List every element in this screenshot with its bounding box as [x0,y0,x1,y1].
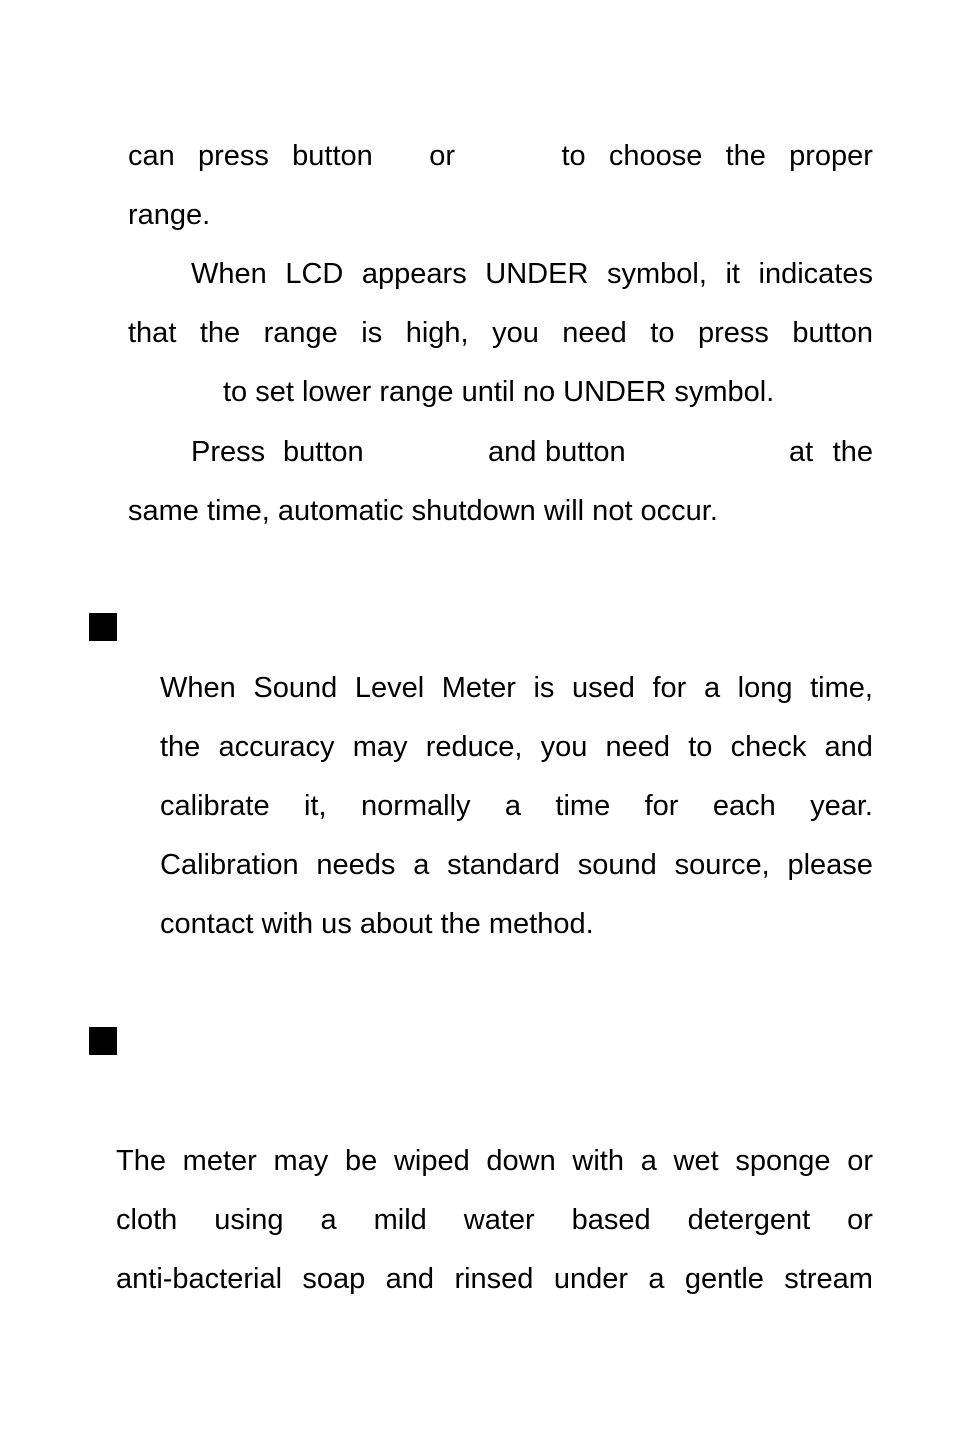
para1-line1 [128,139,873,173]
word: is [533,672,555,704]
word: standard [447,849,560,881]
word: The [116,1145,166,1177]
word: button [545,436,626,468]
word: you [540,731,588,763]
word: gentle [684,1263,764,1295]
word: or [429,140,455,172]
word: high, [405,317,469,349]
word: each [712,790,776,822]
word: and [488,436,537,468]
word: at [789,436,814,468]
word: need [562,317,627,349]
word: under [553,1263,628,1295]
word: anti-bacterial [116,1263,283,1295]
calibration-line3 [160,789,873,823]
word: and [385,1263,435,1295]
para1-line2: range. [128,199,211,231]
word: soap [302,1263,366,1295]
word: with [572,1145,624,1177]
word: accuracy [218,731,335,763]
calibration-line2 [160,730,873,764]
word: a [640,1145,657,1177]
button-image-placeholder [478,139,538,173]
word: detergent [687,1204,811,1236]
word: it, [304,790,327,822]
word: stream [784,1263,873,1295]
word: Level [354,672,425,704]
para2-line2 [128,316,873,350]
word: to [688,731,713,763]
word: range [263,317,338,349]
word: Sound [253,672,338,704]
word: a [648,1263,665,1295]
word: may [273,1145,329,1177]
word: wet [673,1145,719,1177]
word: time, [810,672,873,704]
word: check [730,731,807,763]
word: needs [316,849,396,881]
word: button [792,317,873,349]
word: based [571,1204,651,1236]
word: press [197,140,269,172]
word: press [697,317,769,349]
word: need [605,731,671,763]
word: a [413,849,430,881]
word: for [652,672,687,704]
word: is [361,317,383,349]
word: Meter [441,672,516,704]
para2-line1: When LCD appears UNDER symbol, it indicates [191,258,873,290]
para3-line2: same time, automatic shutdown will not occur. [128,495,718,527]
cleaning-line1 [116,1144,873,1178]
word: button [292,140,373,172]
word: When [160,672,236,704]
para2-line3: to set lower range until no UNDER symbol. [223,376,775,408]
word: choose [608,140,703,172]
word: sound [577,849,657,881]
word: be [344,1145,378,1177]
calibration-line5: contact with us about the method. [160,908,594,940]
word: the [832,436,873,468]
section-bullet-square [89,1027,117,1055]
word: water [463,1204,535,1236]
word: button [283,436,364,468]
word: a [504,790,522,822]
word: rinsed [454,1263,534,1295]
word: wiped [393,1145,470,1177]
word: the [160,731,201,763]
calibration-line4 [160,848,873,882]
word: the [199,317,241,349]
word: can [128,140,175,172]
section-bullet-square [89,613,117,641]
button-image-placeholder [396,139,406,173]
word: time [555,790,611,822]
word: reduce, [425,731,523,763]
word: meter [182,1145,257,1177]
word: down [486,1145,556,1177]
word: using [214,1204,284,1236]
word: to [561,140,586,172]
word: cloth [116,1204,178,1236]
word: Calibration [160,849,299,881]
word: that [128,317,177,349]
cleaning-line3 [116,1262,873,1296]
word: calibrate [160,790,270,822]
word: mild [373,1204,427,1236]
word: please [787,849,873,881]
word: the [725,140,766,172]
word: Press [191,436,266,468]
word: year. [810,790,873,822]
word: to [650,317,675,349]
word: may [352,731,408,763]
word: source, [674,849,770,881]
word: sponge [735,1145,831,1177]
word: a [320,1204,337,1236]
calibration-line1 [160,671,873,705]
word: for [644,790,679,822]
cleaning-line2 [116,1203,873,1237]
word: you [492,317,539,349]
word: used [572,672,635,704]
word: long [737,672,793,704]
word: normally [360,790,471,822]
word: or [847,1204,873,1236]
word: and [824,731,873,763]
word: a [703,672,721,704]
word: or [847,1145,873,1177]
word: proper [789,140,873,172]
